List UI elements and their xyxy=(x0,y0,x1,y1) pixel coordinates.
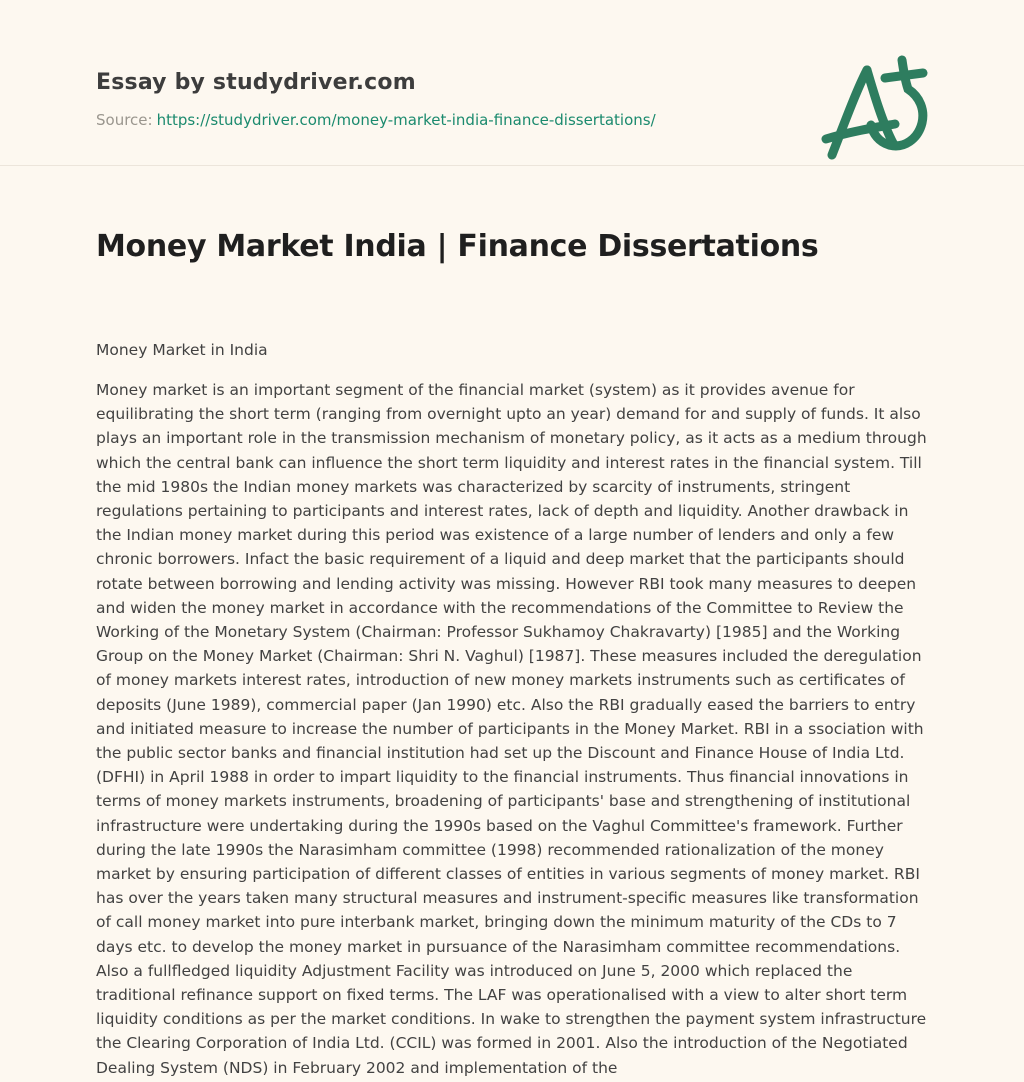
studydriver-a-plus-logo-icon xyxy=(816,52,938,170)
article-body: Money market is an important segment of the financial market (system) as it provides avenue for equilibrating the short term (ranging from overnight upto an year) demand for and supply of funds. It also plays an important role in the transmission mechanism of monetary policy, as it acts as a medium through which the central bank can influence the short term liquidity and interest rates in the financial system. Till the mid 1980s the Indian money markets was characterized by scarcity of instruments, stringent regulations pertaining to participants and interest rates, lack of depth and liquidity. Another drawback in the Indian money market during this period was existence of a large number of lenders and only a few chronic borrowers. Infact the basic requirement of a liquid and deep market that the participants should rotate between borrowing and lending activity was missing. However RBI took many measures to deepen and widen the money market in accordance with the recommendations of the Committee to Review the Working of the Monetary System (Chairman: Professor Sukhamoy Chakravarty) [1985] and the Working Group on the Money Market (Chairman: Shri N. Vaghul) [1987]. These measures included the deregulation of money markets interest rates, introduction of new money markets instruments such as certificates of deposits (June 1989), commercial paper (Jan 1990) etc. Also the RBI gradually eased the barriers to entry and initiated measure to increase the number of participants in the Money Market. RBI in a ssociation with the public sector banks and financial institution had set up the Discount and Finance House of India Ltd. (DFHI) in April 1988 in order to impart liquidity to the financial instruments. Thus financial innovations in terms of money markets instruments, broadening of participants' base and strengthening of institutional infrastructure were undertaking during the 1990s based on the Vaghul Committee's framework. Further during the late 1990s the Narasimham committee (1998) recommended rationalization of the money market by ensuring participation of different classes of entities in various segments of money market. RBI has over the years taken many structural measures and instrument-specific measures like transformation of call money market into pure interbank market, bringing down the minimum maturity of the CDs to 7 days etc. to develop the money market in pursuance of the Narasimham committee recommendations. Also a fullfledged liquidity Adjustment Facility was introduced on June 5, 2000 which replaced the traditional refinance support on fixed terms. The LAF was operationalised with a view to alter short term liquidity conditions as per the market conditions. In wake to strengthen the payment system infrastructure the Clearing Corporation of India Ltd. (CCIL) was formed in 2001. Also the introduction of the Negotiated Dealing System (NDS) in February 2002 and implementation of the xyxy=(96,381,927,1077)
page-header xyxy=(96,0,928,166)
byline-heading: Essay by studydriver.com xyxy=(96,70,416,95)
article-subheading: Money Market in India xyxy=(96,341,268,359)
source-label: Source: xyxy=(96,111,153,129)
source-line xyxy=(96,111,928,129)
article-title: Money Market India | Finance Dissertations xyxy=(96,229,819,264)
source-url-link[interactable]: https://studydriver.com/money-market-india-finance-dissertations/ xyxy=(156,111,656,129)
